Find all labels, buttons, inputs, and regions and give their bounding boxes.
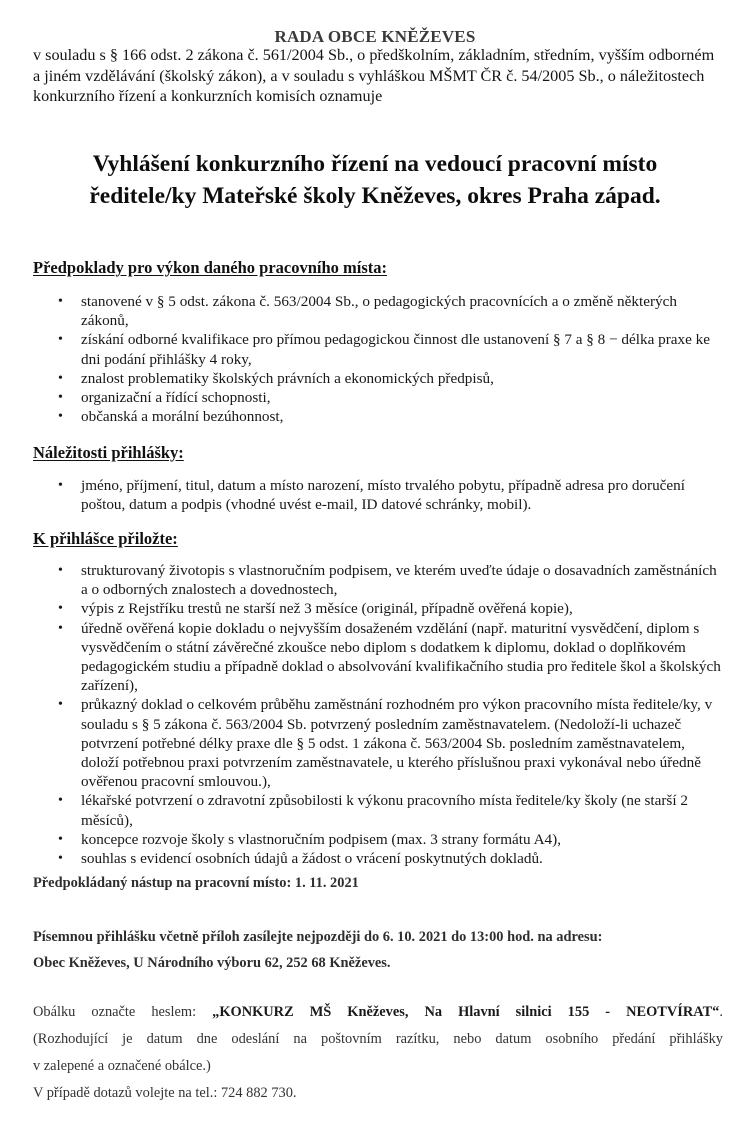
contact-line: V případě dotazů volejte na tel.: 724 882 730. [33,1085,297,1101]
bullet-icon: • [58,851,63,867]
bullet-icon: • [58,294,63,309]
bullet-icon: • [58,409,63,425]
list-item: • úředně ověřená kopie dokladu o nejvyšším dosaženém vzdělání (např. maturitní vysvědčení, diplom s vysvědčením o státní závěrečné zkoušce nebo diplom s dodatkem k diplomu, doklad o doplňkovém pedagogickém studiu a případně doklad o absolvování kvalifikačního studia pro ředitele škol a školských zařízení), [58,619,721,695]
bullet-icon: • [58,370,63,386]
footer-block [33,999,723,1107]
list-item: • lékařské potvrzení o zdravotní způsobilosti k výkonu pracovního místa ředitele/ky školy (ne starší 2 měsíců), [58,792,688,829]
bullet-icon: • [58,601,63,617]
bullet-icon: • [58,390,63,406]
list-item: • průkazný doklad o celkovém průběhu zaměstnání rozhodném pro výkon pracovního místa ředitele/ky, v souladu s § 5 zákona č. 563/2004 Sb. potvrzený posledním zaměstnavatelem. (Nedoloží-li uchazeč potvrzení potřebné délky praxe dle § 5 odst. 1 zákona č. 563/2004 Sb. posledním zaměstnavatelem, doloží potřebnou praxi potvrzením zaměstnavatele, u kterého příslušnou praxi vykonával nebo úředně ověřenou pracovní smlouvou.), [58,696,713,791]
bullet-icon: • [58,563,63,578]
envelope-instruction: Obálku označte heslem: „KONKURZ MŠ Kněževes, Na Hlavní silnici 155 - NEOTVÍRAT“. [33,1004,723,1020]
note-line-1: (Rozhodující je datum dne odeslání na poštovním razítku, nebo datum osobního předání přihlášky [33,1031,723,1047]
main-title-line-2: ředitele/ky Mateřské školy Kněževes, okres Praha západ. [89,183,661,209]
list-item: • znalost problematiky školských právních a ekonomických předpisů, [58,369,494,387]
list-item: • stanovené v § 5 odst. zákona č. 563/2004 Sb., o pedagogických pracovnících a o změně některých zákonů, [58,293,677,330]
list-item: • strukturovaný životopis s vlastnoručním podpisem, ve kterém uveďte údaje o dosavadních zaměstnáních a o odborných znalostech a dovednostech, [58,562,717,599]
list-item: • souhlas s evidencí osobních údajů a žádost o vrácení poskytnutých dokladů. [58,850,543,868]
note-line-2: v zalepené a označené obálce.) [33,1058,211,1074]
list-item: • organizační a řídící schopnosti, [58,389,271,407]
list-item: • koncepce rozvoje školy s vlastnoručním podpisem (max. 3 strany formátu A4), [58,830,561,848]
main-title-line-1: Vyhlášení konkurzního řízení na vedoucí pracovní místo [92,151,658,177]
bullet-icon: • [58,793,63,809]
bullet-icon: • [58,332,63,348]
list-item: • jméno, příjmení, titul, datum a místo narození, místo trvalého pobytu, případně adresa pro doručení poštou, datum a podpis (vhodné uvést e-mail, ID datové schránky, mobil). [58,477,685,514]
main-title [0,148,750,212]
envelope-code: „KONKURZ MŠ Kněževes, Na Hlavní silnici 155 - NEOTVÍRAT“ [212,1004,720,1020]
intro-paragraph: v souladu s § 166 odst. 2 zákona č. 561/2004 Sb., o předškolním, základním, středním, vyšším odborném a jiném vzdělávání (školský zákon), a v souladu s vyhláškou MŠMT ČR č. 54/2005 Sb., o náležitostech konkurzního řízení a konkurzních komisích oznamuje [33,46,715,105]
address-line: Obec Kněževes, U Národního výboru 62, 252 68 Kněževes. [33,955,391,971]
org-title: RADA OBCE KNĚŽEVES [274,27,476,46]
requirements-list [33,292,723,426]
application-details-list [33,476,723,514]
bullet-icon: • [58,831,63,847]
application-details-heading: Náležitosti přihlášky: [33,443,184,462]
list-item: • získání odborné kvalifikace pro přímou pedagogickou činnost dle ustanovení § 7 a § 8 − délka praxe ke dni podání přihlášky 4 roky, [58,331,710,368]
bullet-icon: • [58,620,63,636]
start-date-line: Předpokládaný nástup na pracovní místo: 1. 11. 2021 [33,875,359,891]
deadline-line: Písemnou přihlášku včetně příloh zasílejte nejpozději do 6. 10. 2021 do 13:00 hod. na adresu: [33,929,603,945]
list-item: • výpis z Rejstříku trestů ne starší než 3 měsíce (originál, případně ověřená kopie), [58,600,573,618]
attachments-list [33,561,723,868]
list-item: • občanská a morální bezúhonnost, [58,408,284,426]
bullet-icon: • [58,697,63,713]
requirements-heading: Předpoklady pro výkon daného pracovního místa: [33,258,388,277]
attachments-heading: K přihlášce přiložte: [33,529,178,548]
bullet-icon: • [58,478,63,493]
